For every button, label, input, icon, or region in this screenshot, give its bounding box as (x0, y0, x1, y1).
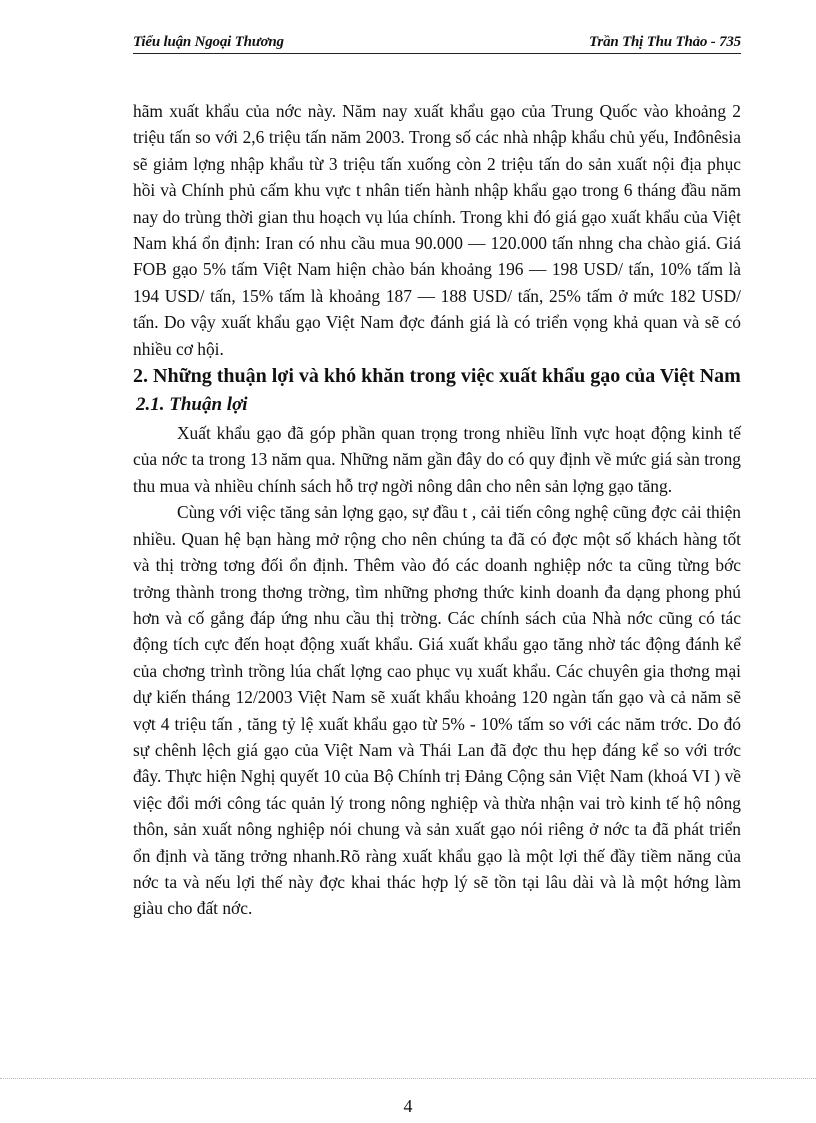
subsection-heading: 2.1. Thuận lợi (136, 394, 248, 416)
body-paragraph-3: Cùng với việc tăng sản lợng gạo, sự đầu t , cải tiến công nghệ cũng đợc cải thiện nhiều. Quan hệ bạn hàng mở rộng cho nên chúng ta đã có đợc một số khách hàng tốt và thị trờng tơng đối ổn định. Thêm vào đó các doanh nghiệp nớc ta cũng từng bớc trởng thành trong thơng trờng, tìm những phơng thức kinh doanh đa dạng phong phú hơn và cố gắng đáp ứng nhu cầu thị trờng. Các chính sách của Nhà nớc cũng có tác động tích cực đến hoạt động xuất khẩu. Giá xuất khẩu gạo tăng nhờ tác động đánh kể của chơng trình trồng lúa chất lợng cao phục vụ xuất khẩu. Các chuyên gia thơng mại dự kiến tháng 12/2003 Việt Nam sẽ xuất khẩu khoảng 120 ngàn tấn gạo và cả năm sẽ vợt 4 triệu tấn , tăng tỷ lệ xuất khẩu gạo từ 5% - 10% tấm so với các năm trớc. Do đó sự chênh lệch giá gạo của Việt Nam và Thái Lan đã đợc thu hẹp đáng kể so với trớc đây. Thực hiện Nghị quyết 10 của Bộ Chính trị Đảng Cộng sản Việt Nam (khoá VI ) về việc đổi mới công tác quản lý trong nông nghiệp và thừa nhận vai trò kinh tế hộ nông thôn, sản xuất nông nghiệp nói chung và sản xuất gạo nói riêng ở nớc ta đã phát triển ổn định và tăng trởng nhanh.Rõ ràng xuất khẩu gạo là một lợi thế đầy tiềm năng của nớc ta và nếu lợi thế này đợc khai thác hợp lý sẽ tồn tại lâu dài và là một hớng làm giàu cho đất nớc. (133, 502, 741, 919)
page-number: 4 (403, 1096, 413, 1116)
section-heading: 2. Những thuận lợi và khó khăn trong việc xuất khẩu gạo của Việt Nam (133, 365, 741, 388)
header-author: Trần Thị Thu Thảo - 735 (589, 34, 741, 50)
page-header (133, 33, 741, 54)
header-title: Tiểu luận Ngoại Thương (133, 34, 284, 50)
page-body (133, 98, 741, 922)
body-paragraph-2: Xuất khẩu gạo đã góp phần quan trọng trong nhiều lĩnh vực hoạt động kinh tế của nớc ta trong 13 năm qua. Những năm gần đây do có quy định về mức giá sàn trong thu mua và nhiều chính sách hỗ trợ ngời nông dân cho nên sản lợng gạo tăng. (133, 423, 741, 496)
footer-divider (0, 1078, 816, 1079)
body-paragraph-1: hãm xuất khẩu của nớc này. Năm nay xuất khẩu gạo của Trung Quốc vào khoảng 2 triệu tấn so với 2,6 triệu tấn năm 2003. Trong số các nhà nhập khẩu chủ yếu, Inđônêsia sẽ giảm lợng nhập khẩu từ 3 triệu tấn xuống còn 2 triệu tấn do sản xuất nội địa phục hồi và Chính phủ cấm khu vực t nhân tiến hành nhập khẩu gạo trong 6 tháng đầu năm nay do trùng thời gian thu hoạch vụ lúa chính. Trong khi đó giá gạo xuất khẩu của Việt Nam khá ổn định: Iran có nhu cầu mua 90.000 — 120.000 tấn nhng cha chào giá. Giá FOB gạo 5% tấm Việt Nam hiện chào bán khoảng 196 — 198 USD/ tấn, 10% tấm là 194 USD/ tấn, 15% tấm là khoảng 187 — 188 USD/ tấn, 25% tấm ở mức 182 USD/ tấn. Do vậy xuất khẩu gạo Việt Nam đợc đánh giá là có triển vọng khả quan và sẽ có nhiều cơ hội. (133, 101, 741, 359)
